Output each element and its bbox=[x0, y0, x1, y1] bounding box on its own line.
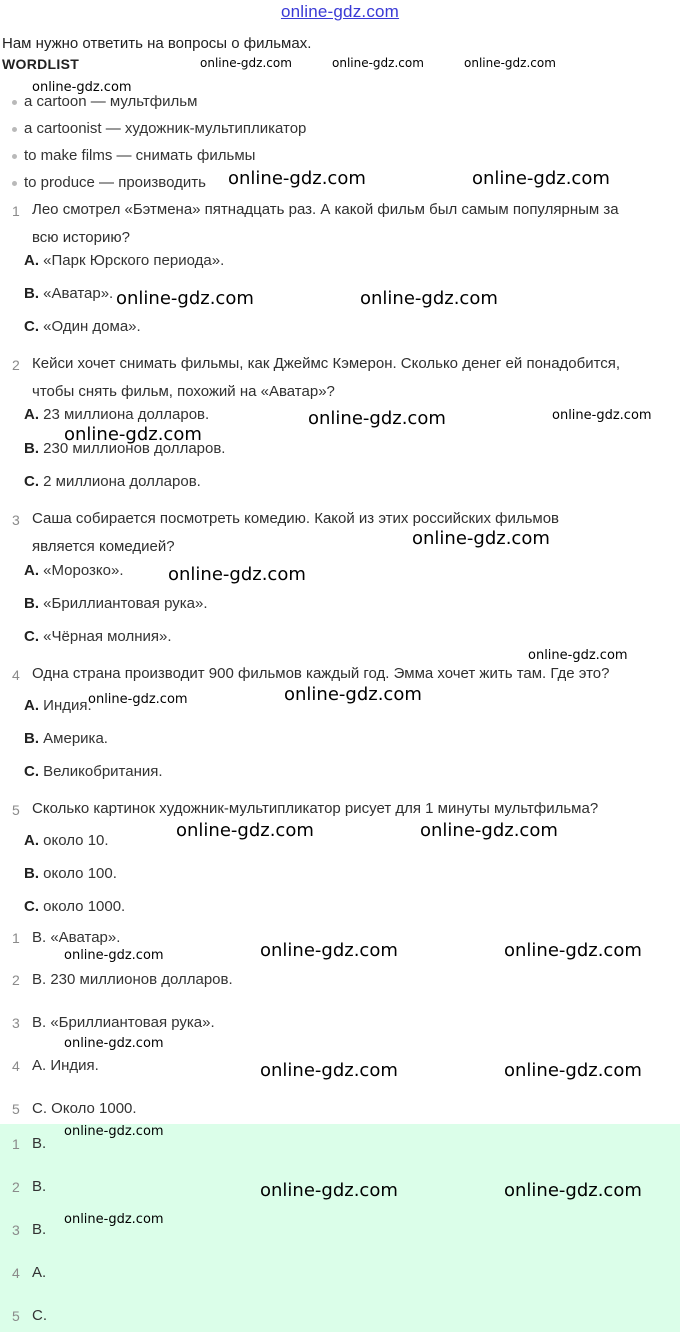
watermark: online-gdz.com bbox=[308, 408, 446, 429]
watermark: online-gdz.com bbox=[200, 56, 292, 70]
question-text: Кейси хочет снимать фильмы, как Джеймс Кэмерон. Сколько денег ей понадобится, чтобы снять фильм, похожий на «Аватар»? bbox=[32, 355, 621, 400]
watermark: online-gdz.com bbox=[260, 940, 398, 961]
watermark: online-gdz.com bbox=[64, 948, 164, 963]
watermark: online-gdz.com bbox=[412, 528, 550, 549]
answer-number: 4 bbox=[12, 1265, 20, 1281]
question-number: 2 bbox=[12, 357, 20, 373]
question-text: Сколько картинок художник-мультипликатор рисует для 1 минуты мультфильма? bbox=[32, 800, 599, 817]
watermark: online-gdz.com bbox=[464, 56, 556, 70]
answer-number: 4 bbox=[12, 1058, 20, 1074]
answer-number: 1 bbox=[12, 930, 20, 946]
answer-option: C. Великобритания. bbox=[24, 763, 163, 780]
question-text: Лео смотрел «Бэтмена» пятнадцать раз. А какой фильм был самым популярным за всю историю? bbox=[32, 201, 619, 246]
answer-number: 1 bbox=[12, 1136, 20, 1152]
watermark: online-gdz.com bbox=[420, 820, 558, 841]
answer-text: B. «Аватар». bbox=[32, 929, 121, 946]
answer-option: C. около 1000. bbox=[24, 898, 126, 915]
bullet-icon bbox=[12, 181, 17, 186]
answer-option: A. «Морозко». bbox=[24, 562, 124, 579]
answer-option: B. «Бриллиантовая рука». bbox=[24, 595, 208, 612]
answer-text: C. Около 1000. bbox=[32, 1100, 137, 1117]
answer-text: A. bbox=[32, 1264, 47, 1281]
question-text: Одна страна производит 900 фильмов каждый год. Эмма хочет жить там. Где это? bbox=[32, 665, 610, 682]
watermark: online-gdz.com bbox=[284, 684, 422, 705]
answer-text: B. «Бриллиантовая рука». bbox=[32, 1014, 215, 1031]
answer-option: C. 2 миллиона долларов. bbox=[24, 473, 201, 490]
answer-number: 2 bbox=[12, 1179, 20, 1195]
short-answers-panel bbox=[0, 1124, 680, 1332]
watermark: online-gdz.com bbox=[260, 1060, 398, 1081]
answer-option: A. 23 миллиона долларов. bbox=[24, 406, 210, 423]
watermark: online-gdz.com bbox=[64, 1212, 164, 1227]
answer-number: 5 bbox=[12, 1101, 20, 1117]
answer-text: B. bbox=[32, 1221, 47, 1238]
question-number: 1 bbox=[12, 203, 20, 219]
bullet-icon bbox=[12, 154, 17, 159]
answer-option: A. Индия. bbox=[24, 697, 92, 714]
wordlist-item: a cartoonist — художник-мультипликатор bbox=[12, 120, 306, 137]
answer-text: B. 230 миллионов долларов. bbox=[32, 971, 233, 988]
watermark: online-gdz.com bbox=[332, 56, 424, 70]
watermark: online-gdz.com bbox=[472, 168, 610, 189]
answer-option: B. около 100. bbox=[24, 865, 117, 882]
watermark: online-gdz.com bbox=[228, 168, 366, 189]
question-number: 4 bbox=[12, 667, 20, 683]
watermark: online-gdz.com bbox=[64, 1036, 164, 1051]
watermark: online-gdz.com bbox=[64, 424, 202, 445]
watermark: online-gdz.com bbox=[176, 820, 314, 841]
watermark: online-gdz.com bbox=[64, 1124, 164, 1139]
question-number: 3 bbox=[12, 512, 20, 528]
answer-option: A. «Парк Юрского периода». bbox=[24, 252, 225, 269]
watermark: online-gdz.com bbox=[116, 288, 254, 309]
watermark: online-gdz.com bbox=[504, 1060, 642, 1081]
answer-option: B. 230 миллионов долларов. bbox=[24, 440, 226, 457]
answer-text: B. bbox=[32, 1178, 47, 1195]
answer-number: 3 bbox=[12, 1222, 20, 1238]
wordlist-item: a cartoon — мультфильм bbox=[12, 93, 197, 110]
answer-option: C. «Чёрная молния». bbox=[24, 628, 172, 645]
answer-number: 5 bbox=[12, 1308, 20, 1324]
question-number: 5 bbox=[12, 802, 20, 818]
answer-number: 2 bbox=[12, 972, 20, 988]
answer-option: B. Америка. bbox=[24, 730, 108, 747]
answer-text: B. bbox=[32, 1135, 47, 1152]
wordlist-item: to make films — снимать фильмы bbox=[12, 147, 255, 164]
watermark: online-gdz.com bbox=[504, 940, 642, 961]
intro-text: Нам нужно ответить на вопросы о фильмах. bbox=[2, 35, 312, 52]
watermark: online-gdz.com bbox=[168, 564, 306, 585]
watermark: online-gdz.com bbox=[260, 1180, 398, 1201]
answer-text: C. bbox=[32, 1307, 47, 1324]
bullet-icon bbox=[12, 100, 17, 105]
answer-option: C. «Один дома». bbox=[24, 318, 141, 335]
answer-number: 3 bbox=[12, 1015, 20, 1031]
answer-option: B. «Аватар». bbox=[24, 285, 114, 302]
watermark: online-gdz.com bbox=[32, 80, 132, 95]
watermark: online-gdz.com bbox=[504, 1180, 642, 1201]
watermark: online-gdz.com bbox=[552, 408, 652, 423]
watermark: online-gdz.com bbox=[528, 648, 628, 663]
bullet-icon bbox=[12, 127, 17, 132]
question-text: Саша собирается посмотреть комедию. Какой из этих российских фильмов является комедией? bbox=[32, 510, 560, 555]
watermark: online-gdz.com bbox=[88, 692, 188, 707]
watermark: online-gdz.com bbox=[360, 288, 498, 309]
wordlist-item: to produce — производить bbox=[12, 174, 206, 191]
answer-option: A. около 10. bbox=[24, 832, 109, 849]
site-header-link[interactable]: online-gdz.com bbox=[280, 2, 400, 21]
answer-text: A. Индия. bbox=[32, 1057, 99, 1074]
wordlist-title: WORDLIST bbox=[2, 56, 80, 72]
